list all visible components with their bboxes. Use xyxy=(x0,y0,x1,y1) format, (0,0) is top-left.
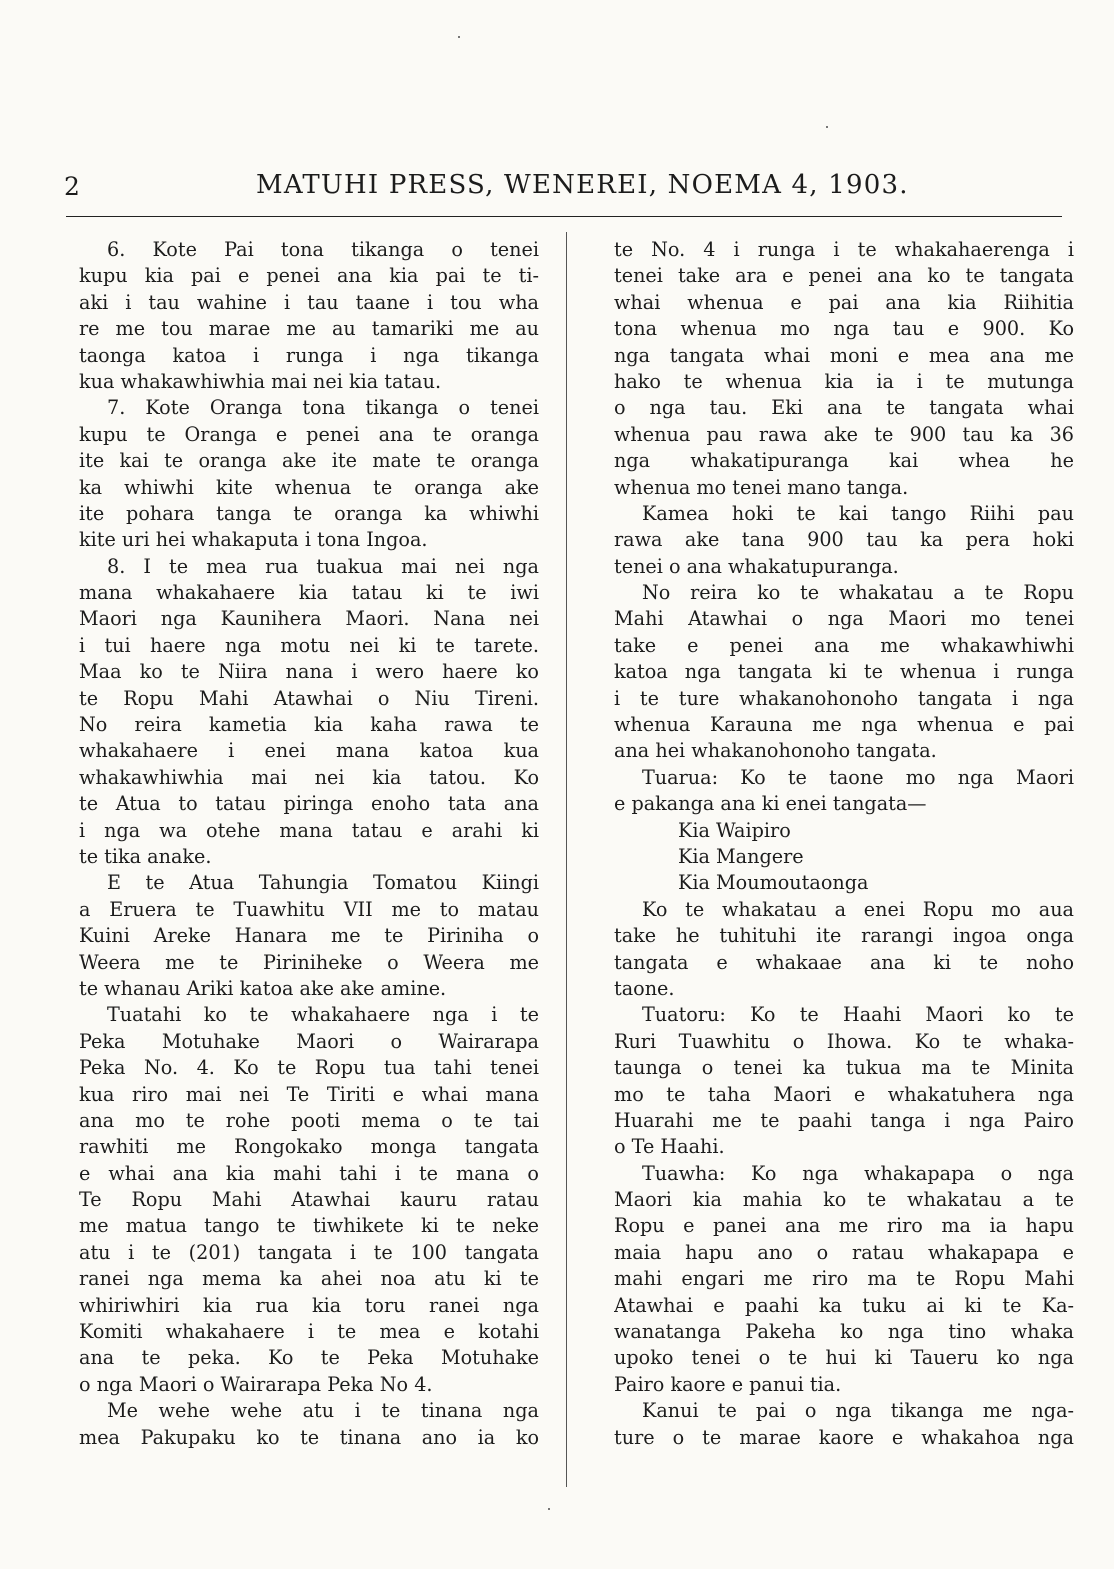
text-line: te Ropu Mahi Atawhai o Niu Tireni. xyxy=(79,686,539,710)
text-line: Me wehe wehe atu i te tinana nga xyxy=(107,1399,539,1423)
text-line: mahi engari me riro ma te Ropu Mahi xyxy=(614,1267,1074,1291)
text-line: Kia Mangere xyxy=(678,844,804,868)
text-line: take he tuhituhi ite rarangi ingoa onga xyxy=(614,924,1074,948)
text-line: whakawhiwhia mai nei kia tatou. Ko xyxy=(79,765,539,789)
text-line: whiriwhiri kia rua kia toru ranei nga xyxy=(79,1293,539,1317)
text-line: me matua tango te tiwhikete ki te neke xyxy=(79,1214,539,1238)
left-column xyxy=(79,237,539,1451)
text-line: Huarahi me te paahi tanga i nga Pairo xyxy=(614,1108,1074,1132)
text-line: o nga tau. Eki ana te tangata whai xyxy=(614,396,1074,420)
text-line: kua whakawhiwhia mai nei kia tatau. xyxy=(79,369,442,393)
text-line: Kia Moumoutaonga xyxy=(678,871,869,895)
text-line: ana hei whakanohonoho tangata. xyxy=(614,739,937,763)
text-line: mana whakahaere kia tatau ki te iwi xyxy=(79,581,539,605)
text-line: i nga wa otehe mana tatau e arahi ki xyxy=(79,818,539,842)
text-line: Te Ropu Mahi Atawhai kauru ratau xyxy=(79,1188,539,1212)
text-line: taonga katoa i runga i nga tikanga xyxy=(79,343,539,367)
text-line: e pakanga ana ki enei tangata— xyxy=(614,792,927,816)
text-line: Weera me te Piriniheke o Weera me xyxy=(79,950,539,974)
text-line: tangata e whakaae ana ki te noho xyxy=(614,950,1074,974)
text-line: whai whenua e pai ana kia Riihitia xyxy=(614,290,1074,314)
text-line: tenei take ara e penei ana ko te tangata xyxy=(614,264,1074,288)
print-speck xyxy=(458,36,460,38)
text-line: Tuatahi ko te whakahaere nga i te xyxy=(107,1003,539,1027)
text-line: re me tou marae me au tamariki me au xyxy=(79,317,539,341)
text-line: kua riro mai nei Te Tiriti e whai mana xyxy=(79,1082,539,1106)
text-line: Ko te whakatau a enei Ropu mo aua xyxy=(642,897,1074,921)
text-line: ranei nga mema ka ahei noa atu ki te xyxy=(79,1267,539,1291)
text-line: te tika anake. xyxy=(79,844,212,868)
text-line: ana te peka. Ko te Peka Motuhake xyxy=(79,1346,539,1370)
text-line: a Eruera te Tuawhitu VII me to matau xyxy=(79,897,539,921)
text-line: take e penei ana me whakawhiwhi xyxy=(614,633,1074,657)
right-column xyxy=(614,237,1074,1451)
text-line: i te ture whakanohonoho tangata i nga xyxy=(614,686,1074,710)
text-line: te whanau Ariki katoa ake ake amine. xyxy=(79,976,447,1000)
text-line: o Te Haahi. xyxy=(614,1135,725,1159)
text-line: hako te whenua kia ia i te mutunga xyxy=(614,369,1074,393)
text-line: te Atua to tatau piringa enoho tata ana xyxy=(79,792,539,816)
text-line: Maori nga Kaunihera Maori. Nana nei xyxy=(79,607,539,631)
text-line: kite uri hei whakaputa i tona Ingoa. xyxy=(79,528,428,552)
text-line: i tui haere nga motu nei ki te tarete. xyxy=(79,633,539,657)
text-line: upoko tenei o te hui ki Taueru ko nga xyxy=(614,1346,1074,1370)
text-line: Kamea hoki te kai tango Riihi pau xyxy=(642,501,1074,525)
text-line: Ropu e panei ana me riro ma ia hapu xyxy=(614,1214,1074,1238)
text-line: Tuawha: Ko nga whakapapa o nga xyxy=(642,1161,1074,1185)
text-line: Kia Waipiro xyxy=(678,818,791,842)
text-line: Atawhai e paahi ka tuku ai ki te Ka- xyxy=(614,1293,1074,1317)
text-line: ite kai te oranga ake ite mate te oranga xyxy=(79,449,539,473)
text-line: ite pohara tanga te oranga ka whiwhi xyxy=(79,501,539,525)
text-line: ka whiwhi kite whenua te oranga ake xyxy=(79,475,539,499)
text-line: rawa ake tana 900 tau ka pera hoki xyxy=(614,528,1074,552)
text-line: whenua Karauna me nga whenua e pai xyxy=(614,713,1074,737)
text-line: Mahi Atawhai o nga Maori mo tenei xyxy=(614,607,1074,631)
text-line: katoa nga tangata ki te whenua i runga xyxy=(614,660,1074,684)
text-line: atu i te (201) tangata i te 100 tangata xyxy=(79,1240,539,1264)
text-line: wanatanga Pakeha ko nga tino whaka xyxy=(614,1320,1074,1344)
header-rule xyxy=(66,216,1062,217)
column-divider xyxy=(566,232,567,1487)
text-line: 7. Kote Oranga tona tikanga o tenei xyxy=(107,396,539,420)
text-line: E te Atua Tahungia Tomatou Kiingi xyxy=(107,871,539,895)
text-line: tenei o ana whakatupuranga. xyxy=(614,554,899,578)
text-line: No reira kametia kia kaha rawa te xyxy=(79,713,539,737)
text-line: whakahaere i enei mana katoa kua xyxy=(79,739,539,763)
text-line: rawhiti me Rongokako monga tangata xyxy=(79,1135,539,1159)
text-line: tona whenua mo nga tau e 900. Ko xyxy=(614,317,1074,341)
text-line: 6. Kote Pai tona tikanga o tenei xyxy=(107,238,539,261)
text-line: nga tangata whai moni e mea ana me xyxy=(614,343,1074,367)
text-line: o nga Maori o Wairarapa Peka No 4. xyxy=(79,1372,433,1396)
text-line: Ruri Tuawhitu o Ihowa. Ko te whaka- xyxy=(614,1029,1074,1053)
text-line: Tuatoru: Ko te Haahi Maori ko te xyxy=(642,1003,1074,1027)
text-line: No reira ko te whakatau a te Ropu xyxy=(642,581,1074,605)
text-line: ture o te marae kaore e whakahoa nga xyxy=(614,1425,1074,1449)
text-line: ana mo te rohe pooti mema o te tai xyxy=(79,1108,539,1132)
text-line: 8. I te mea rua tuakua mai nei nga xyxy=(107,554,539,578)
text-line: e whai ana kia mahi tahi i te mana o xyxy=(79,1161,539,1185)
text-line: nga whakatipuranga kai whea he xyxy=(614,449,1074,473)
text-line: whenua pau rawa ake te 900 tau ka 36 xyxy=(614,422,1074,446)
text-line: Komiti whakahaere i te mea e kotahi xyxy=(79,1320,539,1344)
text-line: Peka No. 4. Ko te Ropu tua tahi tenei xyxy=(79,1056,539,1080)
text-line: te No. 4 i runga i te whakahaerenga i xyxy=(614,238,1074,261)
text-line: Tuarua: Ko te taone mo nga Maori xyxy=(642,765,1074,789)
text-line: Peka Motuhake Maori o Wairarapa xyxy=(79,1029,539,1053)
text-line: maia hapu ano o ratau whakapapa e xyxy=(614,1240,1074,1264)
text-line: mo te taha Maori e whakatuhera nga xyxy=(614,1082,1074,1106)
text-line: Maori kia mahia ko te whakatau a te xyxy=(614,1188,1074,1212)
text-line: taunga o tenei ka tukua ma te Minita xyxy=(614,1056,1074,1080)
text-line: Pairo kaore e panui tia. xyxy=(614,1372,842,1396)
print-speck xyxy=(826,126,828,128)
print-speck xyxy=(548,1508,550,1510)
text-line: Maa ko te Niira nana i wero haere ko xyxy=(79,660,539,684)
masthead: MATUHI PRESS, WENEREI, NOEMA 4, 1903. xyxy=(256,170,909,200)
page-number: 2 xyxy=(64,172,81,201)
text-line: Kuini Areke Hanara me te Piriniha o xyxy=(79,924,539,948)
text-line: taone. xyxy=(614,976,675,1000)
text-line: aki i tau wahine i tau taane i tou wha xyxy=(79,290,539,314)
text-line: kupu kia pai e penei ana kia pai te ti- xyxy=(79,264,539,288)
text-line: kupu te Oranga e penei ana te oranga xyxy=(79,422,539,446)
text-line: Kanui te pai o nga tikanga me nga- xyxy=(642,1399,1074,1423)
text-line: mea Pakupaku ko te tinana ano ia ko xyxy=(79,1425,539,1449)
text-line: whenua mo tenei mano tanga. xyxy=(614,475,909,499)
